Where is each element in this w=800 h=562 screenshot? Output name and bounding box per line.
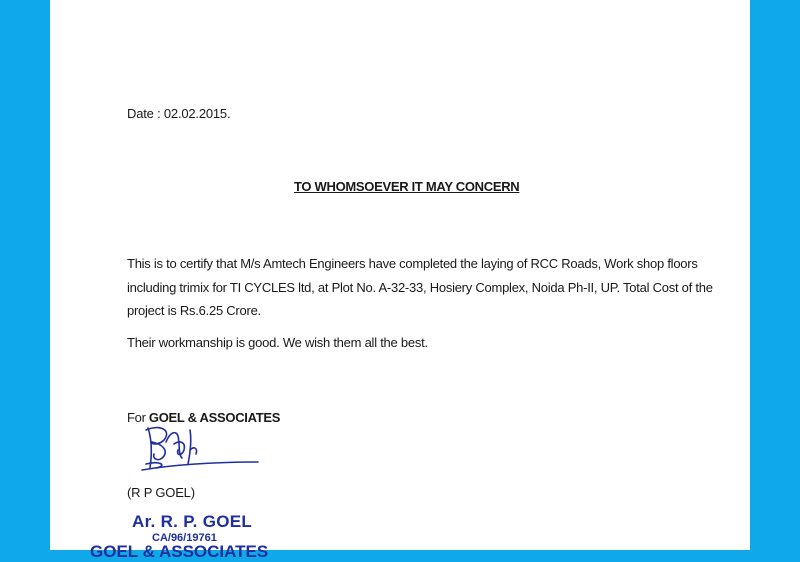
handwritten-signature: [138, 420, 268, 480]
paragraph-line: This is to certify that M/s Amtech Engineers have completed the laying of RCC Roads, Work shop floors: [127, 256, 698, 271]
stamp-registration-number: CA/96/19761: [152, 532, 217, 544]
closing-remark: Their workmanship is good. We wish them all the best.: [127, 335, 428, 350]
stamp-firm-name: GOEL & ASSOCIATES: [90, 542, 269, 561]
stamp-architect-name: Ar. R. P. GOEL: [132, 512, 253, 531]
paragraph-line: including trimix for TI CYCLES ltd, at Plot No. A-32-33, Hosiery Complex, Noida Ph-II, UP. Total Cost of the: [127, 279, 713, 295]
firm-name: GOEL & ASSOCIATES: [148, 410, 281, 425]
official-stamp: [90, 512, 310, 562]
letter-date: Date : 02.02.2015.: [127, 106, 231, 121]
signatory-name: (R P GOEL): [127, 485, 195, 500]
right-border-band: [750, 0, 800, 550]
letter-page: [50, 0, 750, 561]
left-border-band: [0, 0, 50, 550]
for-prefix: For: [127, 410, 149, 425]
paragraph-line: project is Rs.6.25 Crore.: [127, 303, 261, 318]
letter-subject: TO WHOMSOEVER IT MAY CONCERN: [294, 179, 520, 194]
certification-paragraph: [127, 252, 713, 323]
